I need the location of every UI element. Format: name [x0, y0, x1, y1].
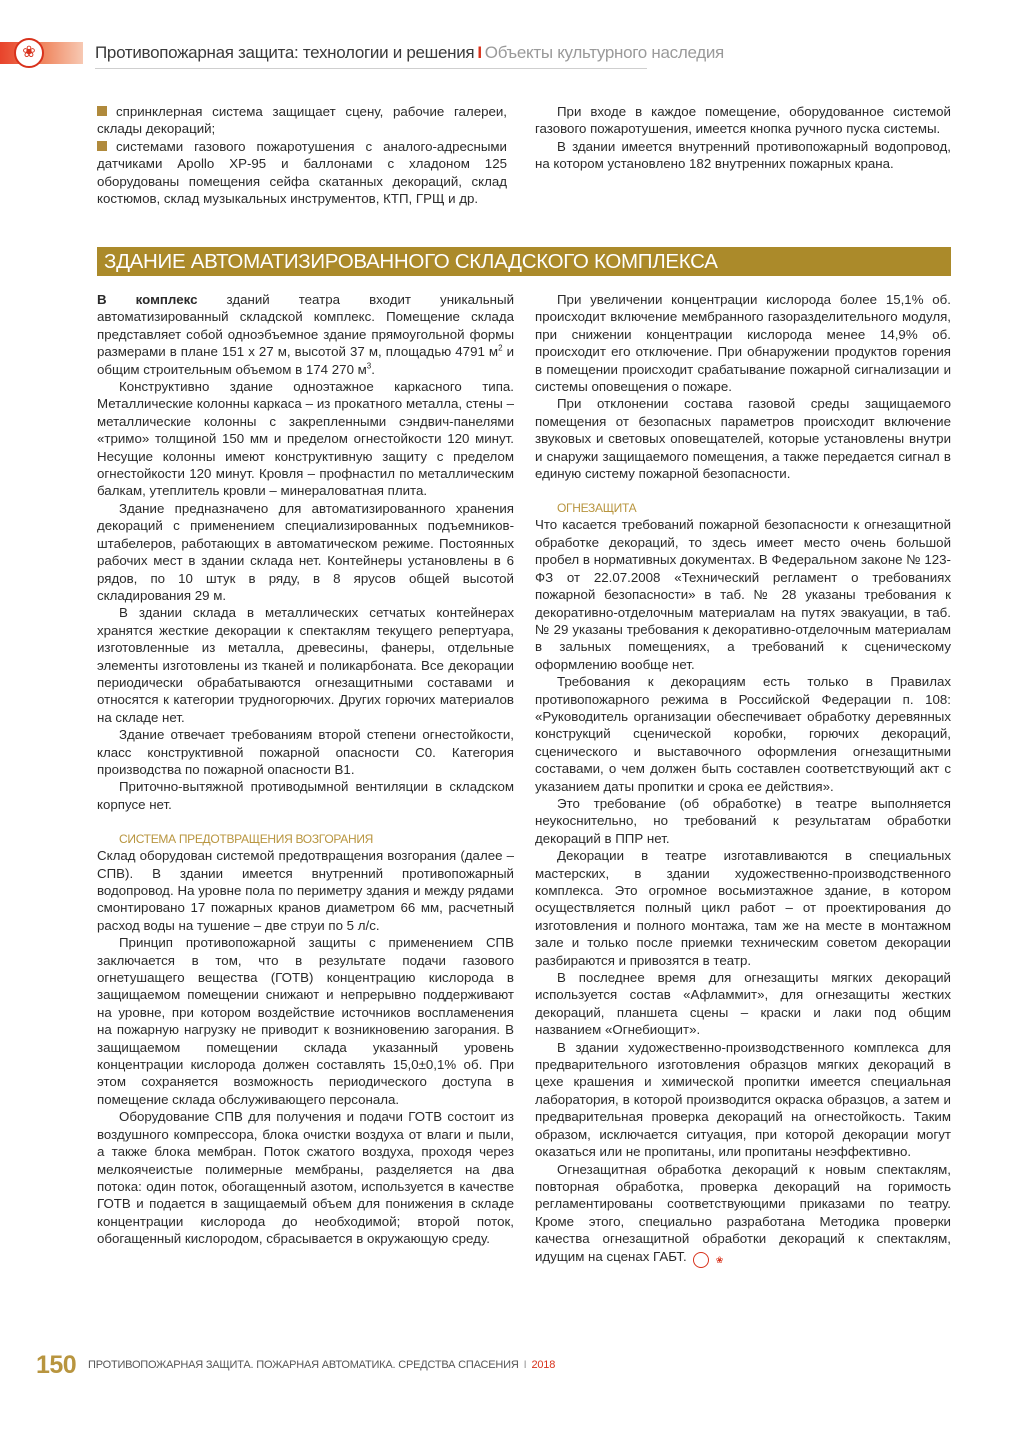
paragraph: В здании склада в металлических сетчатых контейнерах хранятся жесткие декорации к спектаклям текущего репертуара, изготовленные из металла, древесины, фанеры, отдельные элементы изготовлены из тканей и поликарбоната. Все декорации периодически обрабатываются огнезащитными составами и относятся к категории трудногорючих. Других горючих материалов на складе нет. [97, 605, 514, 725]
bullet-list [97, 103, 507, 207]
intro-paragraph: В комплекс зданий театра входит уникальный автоматизированный складской комплекс. Помещение склада представляет собой одноэбъемное здание прямоугольной формы размерами в плане 151 х 27 м, высотой 37 м, площадью 4791 $м^2$ и общим строительным объемом в 174 270 $м^3$. [97, 292, 514, 377]
last-paragraph: Огнезащитная обработка декораций к новым спектаклям, повторная обработка, проверка декораций на горимость регламентированы соответствующими приказами по театру. Кроме этого, специально разработана Методика проверки качества огнезащитной обработки декораций к спектаклям, идущим на сценах ГАБТ. ❀ [535, 1161, 951, 1268]
paragraph: Приточно-вытяжной противодымной вентиляции в складском корпусе нет. [97, 779, 514, 812]
top-right-text [535, 103, 951, 173]
paragraph: При увеличении концентрации кислорода более 15,1% об. происходит включение мембранного газоразделительного модуля, при снижении концентрации кислорода менее 14,9% об. происходит его отключение. При обнаружении продуктов горения в помещении происходит срабатывание пожарной сигнализации и системы оповещения о пожаре. [535, 292, 951, 395]
paragraph: Это требование (об обработке) в театре выполняется неукоснительно, но требований к результатам обработки декораций в ППР нет. [535, 795, 951, 846]
paragraph: Здание предназначено для автоматизированного хранения декораций с применением специализированных подъемников-штабелеров, работающих в автоматическом режиме. Постоянных рабочих мест в здании склада нет. Контейнеры установлены в 6 рядов, по 10 штук в ряду, в 8 ярусов общей высотой складирования 29 м. [97, 500, 514, 603]
page-header [0, 36, 724, 70]
section-title: ЗДАНИЕ АВТОМАТИЗИРОВАННОГО СКЛАДСКОГО КОМПЛЕКСА [104, 250, 718, 273]
square-bullet-icon [97, 106, 107, 116]
paragraph: Принцип противопожарной защиты с применением СПВ заключается в том, что в результате подачи газового огнетушащего вещества (ГОТВ) концентрацию кислорода в защищаемом помещении снижают и непрерывно поддерживают на уровне, при котором воздействие источников воспламенения на пожарную нагрузку не приводит к возникновению загорания. В защищаемом помещении склада указанный уровень концентрации кислорода должен составлять 15,0±0,1% об. При этом сохраняется возможность периодического доступа в помещение склада обслуживающего персонала. [97, 935, 514, 1107]
page-number: 150 [36, 1351, 77, 1379]
flame-icon: ❀ [693, 1252, 709, 1268]
section-banner [97, 247, 951, 276]
paragraph: Конструктивно здание одноэтажное каркасного типа. Металлические колонны каркаса – из прокатного металла, стены – металлические колонны с закрепленными сэндвич-панелями «тримо» толщиной 150 мм и пределом огнестойкости 120 минут. Несущие колонны имеют конструктивную защиту с пределом огнестойкости 120 минут. Кровля – профнастил по металлическим балкам, утеплитель кровли – минераловатная плита. [97, 379, 514, 499]
paragraph: Что касается требований пожарной безопасности к огнезащитной обработке декораций, то здесь имеет место очень большой пробел в нормативных документах. В Федеральном законе № 123-ФЗ от 22.07.2008 «Технический регламент о требованиях пожарной безопасности» в таб. № 28 указаны требования к декоративно-отделочным материалам на путях эвакуации, в таб. № 29 указаны требования к декоративно-отделочным материалам в зальных помещениях, а требований к сценическому оформлению вообще нет. [535, 517, 951, 672]
paragraph: В последнее время для огнезащиты мягких декораций используется состав «Афламмит», для огнезащиты жестких декораций, планшета сцены – краски и лаки под общим названием «Огнебиощит». [535, 970, 951, 1038]
header-separator: I [477, 43, 482, 62]
page-footer [36, 1350, 736, 1380]
bullet-item: системами газового пожаротушения с аналого-адресными датчиками Apollo XP-95 и баллонами с хладоном 125 оборудованы помещения сейфа скатанных декораций, склад костюмов, склад музыкальных инструментов, КТП, ГРЩ и др. [97, 138, 507, 207]
paragraph: Здание отвечает требованиям второй степени огнестойкости, класс конструктивной пожарной опасности С0. Категория производства по пожарной опасности В1. [97, 727, 514, 777]
issue-year: 2018 [531, 1359, 556, 1371]
paragraph: Требования к декорациям есть только в Правилах противопожарного режима в Российской Федерации п. 108: «Руководитель организации обеспечивает обработку деревянных конструкций сценической коробки, горючих декораций, сценического и выставочного оформления огнезащитными составами, о чем должен быть составлен соответствующий акт с указанием даты пропитки и срока ее действия». [535, 674, 951, 794]
paragraph: Склад оборудован системой предотвращения возгорания (далее – СПВ). В здании имеется внутренний противопожарный водопровод. На уровне пола по периметру здания и между рядами смонтировано 17 пожарных кранов диаметром 66 мм, расчетный расход воды на тушение – две струи по 5 л/с. [97, 848, 514, 933]
running-title [95, 42, 724, 64]
square-bullet-icon [97, 141, 107, 151]
subheading: СИСТЕМА ПРЕДОТВРАЩЕНИЯ ВОЗГОРАНИЯ [119, 832, 374, 847]
lead-words: В комплекс [97, 292, 198, 307]
paragraph: При входе в каждое помещение, оборудованное системой газового пожаротушения, имеется кнопка ручного пуска системы. [535, 104, 951, 137]
journal-rubric: Противопожарная защита: технологии и решения [95, 43, 475, 62]
subheading: ОГНЕЗАЩИТА [557, 501, 637, 516]
footer-separator: I [523, 1359, 527, 1371]
footer-text [88, 1358, 555, 1372]
paragraph: В здании имеется внутренний противопожарный водопровод, на котором установлено 182 внутренних пожарных крана. [535, 138, 951, 172]
flame-icon: ❀ [14, 38, 44, 68]
bullet-item: спринклерная система защищает сцену, рабочие галереи, склады декораций; [97, 104, 507, 137]
paragraph: Декорации в театре изготавливаются в специальных мастерских, в здании художественно-производственного комплекса. Это огромное восьмиэтажное здание, в котором осуществляется полный цикл работ – от проектирования до изготовления и полного монтажа, там же на месте в монтажном зале и только после приемки техническим советом декорации разбираются и привозятся в театр. [535, 848, 951, 968]
paragraph: При отклонении состава газовой среды защищаемого помещения от безопасных параметров происходит включение звуковых и световых оповещателей, которые установлены внутри и снаружи защищаемого помещения, а также передается сигнал в единую систему пожарной безопасности. [535, 396, 951, 482]
right-column [535, 291, 951, 1268]
paragraph: В здании художественно-производственного комплекса для предварительного изготовления образцов мягких декораций в цехе крашения и химической пропитки имеется специальная лаборатория, в которой производится окраска образцов, а затем и предварительная проверка декораций на огнестойкость. Таким образом, исключается ситуация, при которой декорации могут оказаться или не пропитаны, или пропитаны неэффективно. [535, 1039, 951, 1160]
header-rule [95, 68, 647, 69]
paragraph: Оборудование СПВ для получения и подачи ГОТВ состоит из воздушного компрессора, блока очистки воздуха от влаги и пыли, а также блока мембран. Поток сжатого воздуха, проходя через мелкоячеистые полимерные мембраны, разделяется на два потока: один поток, обогащенный азотом, используется в качестве ГОТВ и подается в защищаемый объем для понижения в складе концентрации кислорода до необходимой; второй поток, обогащенный кислородом, сбрасывается в окружающую среду. [97, 1109, 514, 1247]
left-column [97, 291, 514, 1248]
section-name: Объекты культурного наследия [484, 43, 724, 62]
journal-name: ПРОТИВОПОЖАРНАЯ ЗАЩИТА. ПОЖАРНАЯ АВТОМАТИКА. СРЕДСТВА СПАСЕНИЯ [88, 1359, 519, 1371]
